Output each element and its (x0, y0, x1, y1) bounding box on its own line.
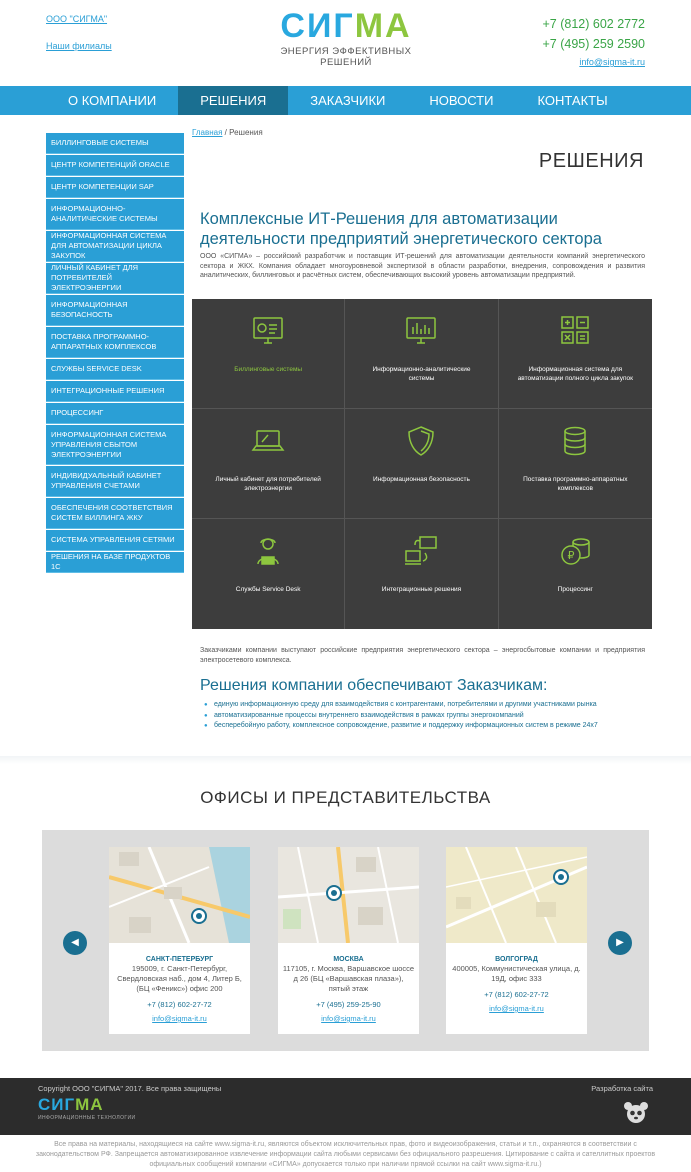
sidebar-item-processing[interactable]: ПРОЦЕССИНГ (46, 403, 184, 424)
sidebar-item-hardware[interactable]: ПОСТАВКА ПРОГРАММНО-АППАРАТНЫХ КОМПЛЕКСОВ (46, 327, 184, 358)
monitor-bars-icon (403, 313, 439, 349)
header-email-link[interactable]: info@sigma-it.ru (579, 57, 645, 67)
phone-msk[interactable]: +7 (495) 259 2590 (542, 37, 645, 51)
footer-logo-part-2: МА (75, 1095, 104, 1114)
tile-security[interactable] (345, 409, 498, 519)
tile-label: Информационная безопасность (373, 476, 470, 483)
phone-spb[interactable]: +7 (812) 602 2772 (542, 17, 645, 31)
intro-text: ООО «СИГМА» – российский разработчик и поставщик ИТ-решений для автоматизации деятельности компаний энергетического сектора и ЖКХ. Компания обладает многоуровневой экспертизой в области разработки, внедрения, сопровождения и развития аналитических, биллинговых и расчётных систем, обеспечивающих высокий уровень автоматизации предприятий. (200, 253, 645, 279)
office-address: 117105, г. Москва, Варшавское шоссе д 26 (БЦ «Варшавская плаза»), пятый этаж (282, 964, 415, 993)
sidebar-item-sales-system[interactable]: ИНФОРМАЦИОННАЯ СИСТЕМА УПРАВЛЕНИЯ СБЫТОМ ЭЛЕКТРОЭНЕРГИИ (46, 425, 184, 465)
legal-notice: Все права на материалы, находящиеся на сайте www.sigma-it.ru, являются объектом исключительных прав, фото и видеоизображения, статьи и т.п., охраняются в соответствии с законодательством РФ. Запрещается автоматизированное извлечение информации сайта любыми сервисами без официального разрешения. Цитирование с сайта и сателлитных проектов официальных сообщений компании «СИГМА» допускается только при наличии прямой ссылки на сайт www.sigma-it.ru.) (35, 1141, 656, 1168)
office-phone[interactable]: +7 (495) 259-25-90 (316, 1000, 381, 1009)
benefits-heading: Решения компании обеспечивают Заказчикам: (200, 677, 548, 694)
office-email[interactable]: info@sigma-it.ru (489, 1004, 544, 1013)
tile-billing[interactable] (192, 299, 345, 409)
sidebar-item-service-desk[interactable]: СЛУЖБЫ SERVICE DESK (46, 359, 184, 380)
nav-solutions[interactable]: РЕШЕНИЯ (178, 86, 288, 115)
sidebar-item-billing[interactable]: БИЛЛИНГОВЫЕ СИСТЕМЫ (46, 133, 184, 154)
office-email[interactable]: info@sigma-it.ru (321, 1014, 376, 1023)
sidebar-item-integration[interactable]: ИНТЕГРАЦИОННЫЕ РЕШЕНИЯ (46, 381, 184, 402)
footer-logo[interactable] (38, 1095, 135, 1121)
svg-text:₽: ₽ (567, 549, 575, 562)
footer-logo-part-1: СИГ (38, 1095, 76, 1114)
office-address: 195009, г. Санкт-Петербург, Свердловская наб., дом 4, Литер Б, (БЦ «Феникс») офис 200 (117, 964, 242, 993)
nav-clients[interactable]: ЗАКАЗЧИКИ (310, 93, 386, 108)
carousel-next-button[interactable]: ▶ (608, 931, 632, 955)
copyright-text: Copyright ООО "СИГМА" 2017. Все права защищены (38, 1084, 222, 1093)
tile-analytics[interactable] (345, 299, 498, 409)
breadcrumb-home[interactable]: Главная (192, 128, 223, 137)
tile-service-desk[interactable] (192, 519, 345, 629)
main-nav (0, 86, 691, 115)
sidebar-item-billing-compliance[interactable]: ОБЕСПЕЧЕНИЯ СООТВЕТСТВИЯ СИСТЕМ БИЛЛИНГА ЖКУ (46, 498, 184, 529)
office-email[interactable]: info@sigma-it.ru (152, 1014, 207, 1023)
tile-label: Биллинговые системы (234, 366, 303, 373)
breadcrumb-separator: / (222, 128, 230, 137)
header-phones (542, 14, 645, 54)
sidebar-menu (46, 133, 184, 574)
sidebar-item-network-mgmt[interactable]: СИСТЕМА УПРАВЛЕНИЯ СЕТЯМИ (46, 530, 184, 551)
office-map[interactable] (278, 847, 419, 943)
tile-label: Поставка программно-аппаратных комплексов (523, 476, 628, 492)
sidebar-item-accounts-cabinet[interactable]: ИНДИВИДУАЛЬНЫЙ КАБИНЕТ УПРАВЛЕНИЯ СЧЕТАМИ (46, 466, 184, 497)
support-agent-icon (250, 533, 286, 569)
offices-title: ОФИСЫ И ПРЕДСТАВИТЕЛЬСТВА (200, 788, 491, 807)
tile-hardware[interactable] (499, 409, 652, 519)
sidebar-item-procurement[interactable]: ИНФОРМАЦИОННАЯ СИСТЕМА ДЛЯ АВТОМАТИЗАЦИИ ЦИКЛА ЗАКУПОК (46, 231, 184, 262)
breadcrumb-current: Решения (229, 128, 263, 137)
database-icon (557, 423, 593, 459)
breadcrumb (192, 128, 652, 137)
benefits-list (204, 700, 654, 732)
tile-procurement[interactable] (499, 299, 652, 409)
nav-news[interactable]: НОВОСТИ (429, 93, 494, 108)
office-address: 400005, Коммунистическая улица, д. 19Д, офис 333 (452, 964, 581, 983)
list-item: ● единую информационную среду для взаимодействия с контрагентами, потребителями и другими участниками рынка (204, 700, 654, 711)
tile-label: Информационно-аналитические системы (372, 366, 471, 382)
integration-icon (403, 533, 439, 569)
office-phone[interactable]: +7 (812) 602-27-72 (484, 990, 549, 999)
office-phone[interactable]: +7 (812) 602-27-72 (147, 1000, 212, 1009)
sidebar-item-security[interactable]: ИНФОРМАЦИОННАЯ БЕЗОПАСНОСТЬ (46, 295, 184, 326)
section-divider (0, 756, 691, 764)
logo-tagline: ЭНЕРГИЯ ЭФФЕКТИВНЫХ РЕШЕНИЙ (280, 46, 412, 68)
site-logo[interactable] (260, 8, 432, 68)
tile-label: Интеграционные решения (381, 586, 462, 593)
calculator-icon (557, 313, 593, 349)
tile-personal-cabinet[interactable] (192, 409, 345, 519)
tile-label: Процессинг (557, 586, 593, 593)
page-title: РЕШЕНИЯ (538, 150, 644, 172)
logo-part-1: СИГ (280, 7, 355, 45)
map-msk-graphic (278, 847, 419, 943)
tile-integration[interactable] (345, 519, 498, 629)
list-item: ● бесперебойную работу, комплексное сопровождение, развитие и поддержку информационных систем в режиме 24х7 (204, 721, 654, 732)
site-header (0, 0, 691, 86)
footer-logo-tagline: ИНФОРМАЦИОННЫЕ ТЕХНОЛОГИИ (38, 1115, 136, 1121)
developer-label: Разработка сайта (591, 1084, 653, 1093)
office-map[interactable] (446, 847, 587, 943)
coins-icon (557, 533, 593, 569)
tile-label: Службы Service Desk (235, 586, 301, 593)
sidebar-item-1c[interactable]: РЕШЕНИЯ НА БАЗЕ ПРОДУКТОВ 1С (46, 552, 184, 573)
office-city: МОСКВА (333, 956, 364, 963)
office-card-msk (278, 847, 419, 1034)
tile-processing[interactable] (499, 519, 652, 629)
clients-text: Заказчиками компании выступают российские предприятия энергетического сектора – энергосбытовые компании и предприятия электросетевого комплекса. (200, 647, 645, 664)
office-map[interactable] (109, 847, 250, 943)
office-city: ВОЛГОГРАД (495, 956, 538, 963)
offices-carousel (42, 830, 649, 1051)
nav-about[interactable]: О КОМПАНИИ (68, 93, 157, 108)
monitor-chart-icon (250, 313, 286, 349)
site-footer (0, 1078, 691, 1135)
tile-label: Личный кабинет для потребителей электроэнергии (215, 476, 321, 492)
office-card-vlg (446, 847, 587, 1034)
office-city: САНКТ-ПЕТЕРБУРГ (145, 956, 214, 963)
list-item: ● автоматизированные процессы внутреннего взаимодействия в рамках группы энергокомпаний (204, 711, 654, 722)
sidebar-item-analytics[interactable]: ИНФОРМАЦИОННО-АНАЛИТИЧЕСКИЕ СИСТЕМЫ (46, 199, 184, 230)
company-link[interactable]: ООО "СИГМА" (46, 14, 108, 24)
sidebar-item-sap[interactable]: ЦЕНТР КОМПЕТЕНЦИИ SAP (46, 177, 184, 198)
office-card-spb (109, 847, 250, 1034)
developer-logo-icon[interactable] (623, 1101, 649, 1125)
map-vlg-graphic (446, 847, 587, 943)
shield-icon (403, 423, 439, 459)
sidebar-item-personal-cabinet[interactable]: ЛИЧНЫЙ КАБИНЕТ ДЛЯ ПОТРЕБИТЕЛЕЙ ЭЛЕКТРОЭНЕРГИИ (46, 263, 184, 294)
map-spb-graphic (109, 847, 250, 943)
logo-part-2: МА (354, 7, 412, 45)
main-content (192, 128, 652, 729)
carousel-prev-button[interactable]: ◀ (63, 931, 87, 955)
sidebar-item-oracle[interactable]: ЦЕНТР КОМПЕТЕНЦИЙ ORACLE (46, 155, 184, 176)
laptop-icon (250, 423, 286, 459)
solutions-grid (192, 299, 652, 629)
tile-label: Информационная система для автоматизации полного цикла закупок (517, 366, 633, 382)
branches-link[interactable]: Наши филиалы (46, 41, 112, 51)
section-heading: Комплексные ИТ-Решения для автоматизации деятельности предприятий энергетического сектора (200, 210, 602, 248)
nav-contacts[interactable]: КОНТАКТЫ (537, 93, 608, 108)
